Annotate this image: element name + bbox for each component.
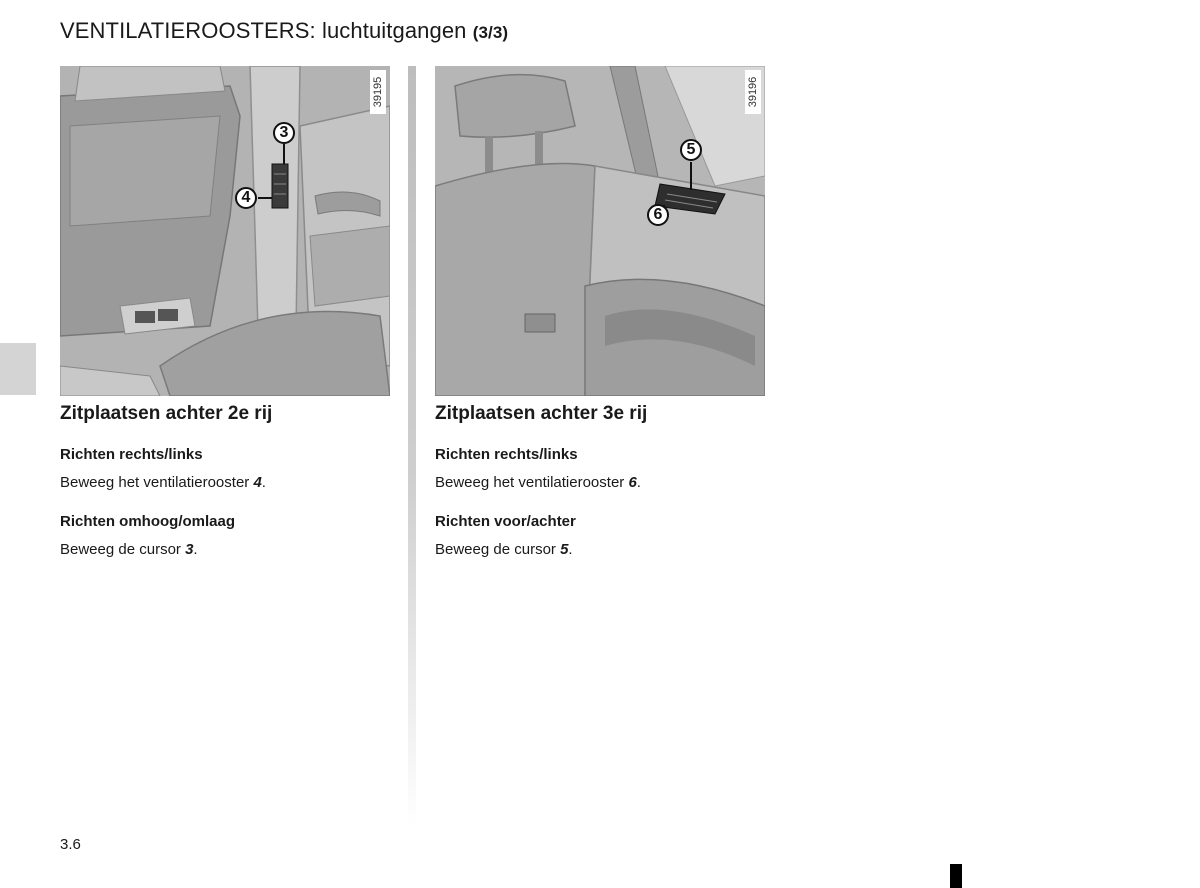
instruction-text-part: Beweeg het ventilatierooster	[435, 474, 629, 491]
figure-number-tag	[745, 70, 761, 114]
figure-number: 39195	[372, 76, 384, 108]
section-heading-second-row: Zitplaatsen achter 2e rij	[60, 403, 273, 424]
callout-5: 5	[680, 139, 702, 161]
subheading-left-right: Richten rechts/links	[435, 446, 578, 463]
reference-number: 3	[185, 541, 194, 558]
figure-number-tag	[370, 70, 386, 114]
page-number: 3.6	[60, 836, 81, 853]
instruction-text	[435, 473, 765, 493]
instruction-text-part: .	[636, 474, 641, 491]
reference-number: 5	[560, 541, 569, 558]
second-row-cabin-drawing	[60, 66, 390, 396]
instruction-text-part: .	[261, 474, 266, 491]
page-indicator: (3/3)	[472, 23, 509, 42]
figure-number: 39196	[747, 76, 759, 108]
instruction-text-part: Beweeg de cursor	[435, 541, 561, 558]
instruction-text	[435, 540, 765, 560]
subheading-up-down: Richten omhoog/omlaag	[60, 513, 236, 530]
instruction-text-part: Beweeg het ventilatierooster	[60, 474, 254, 491]
chapter-edge-tab	[0, 343, 36, 395]
subheading-left-right: Richten rechts/links	[60, 446, 203, 463]
reference-number: 6	[628, 474, 637, 491]
page-title	[60, 18, 508, 44]
right-column	[435, 66, 765, 560]
column-divider	[408, 66, 416, 826]
section-heading-third-row: Zitplaatsen achter 3e rij	[435, 403, 648, 424]
instruction-text	[60, 540, 390, 560]
callout-4: 4	[235, 187, 257, 209]
third-row-cabin-drawing	[435, 66, 765, 396]
instruction-text-part: Beweeg de cursor	[60, 541, 186, 558]
callout-3: 3	[273, 122, 295, 144]
instruction-text	[60, 473, 390, 493]
subheading-front-back: Richten voor/achter	[435, 513, 576, 530]
instruction-text-part: .	[193, 541, 198, 558]
left-column	[60, 66, 390, 560]
corner-mark	[950, 864, 962, 888]
instruction-text-part: .	[568, 541, 573, 558]
title-text: VENTILATIEROOSTERS: luchtuitgangen	[60, 18, 467, 43]
reference-number: 4	[253, 474, 262, 491]
illustration-third-row-vents	[435, 66, 765, 396]
callout-6: 6	[647, 204, 669, 226]
illustration-second-row-vents	[60, 66, 390, 396]
